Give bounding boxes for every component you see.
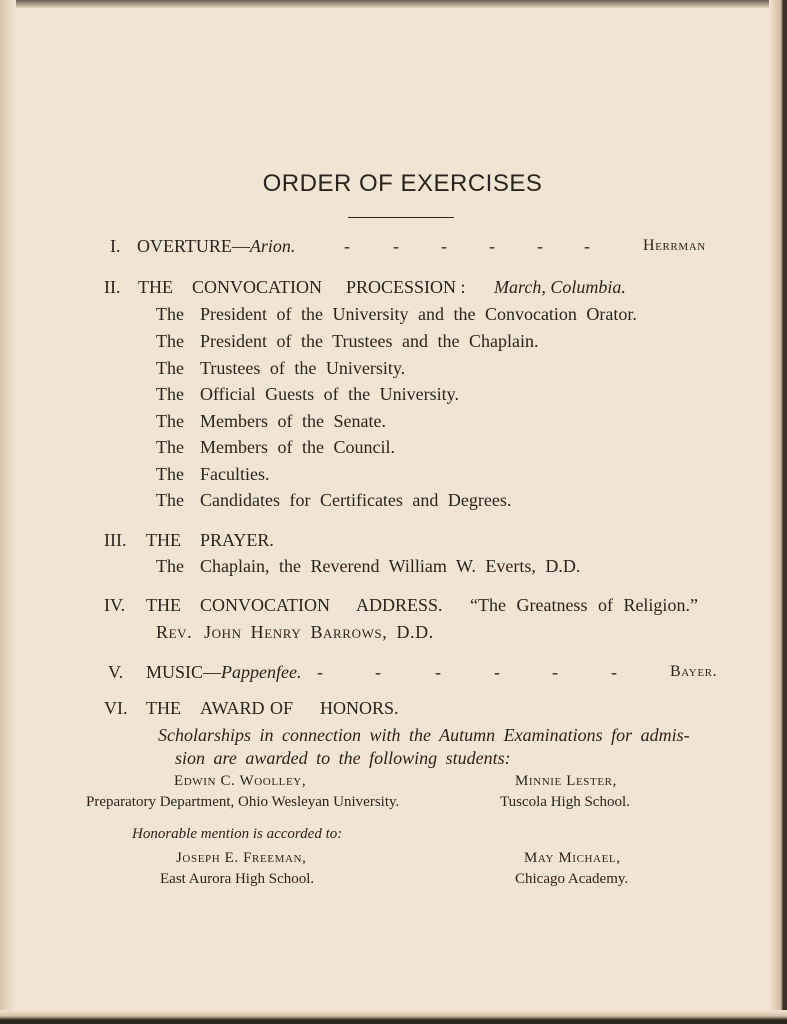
item-4-heading-word: THE [146,595,181,615]
item-4-heading-word: ADDRESS. [356,595,443,615]
procession-line: Members of the Senate. [200,411,386,431]
procession-line: Trustees of the University. [200,358,406,378]
prayer-line: Chaplain, the Reverend William W. Everts, D.D. [200,556,581,576]
item-5-heading [146,662,301,683]
line-prefix: The [156,556,184,576]
address-title: “The Greatness of Religion.” [470,595,698,615]
item-1-piece: Arion. [249,236,296,256]
honorable-school: East Aurora High School. [160,871,315,887]
page-title: ORDER OF EXERCISES [262,170,543,197]
line-prefix: The [156,490,184,510]
item-6-heading-word: THE [146,698,181,718]
speaker-name: John Henry Barrows, D.D. [204,622,434,642]
leader-dash: - [494,662,500,682]
item-6-heading-word: AWARD [200,698,265,718]
line-prefix: The [156,464,184,484]
leader-dash: - [375,662,381,682]
leader-dash: - [552,662,558,682]
item-5-composer: Bayer. [670,663,718,680]
leader-dash: - [435,662,441,682]
leader-dash: - [344,236,350,256]
item-3-numeral: III. [104,530,127,550]
item-2-heading-word: THE [138,277,173,297]
item-1-heading-text: OVERTURE— [137,236,250,256]
line-prefix: The [156,411,184,431]
honorable-name: Joseph E. Freeman, [176,850,307,866]
item-2-piece: March, Columbia. [494,277,626,297]
leader-dash: - [393,236,399,256]
item-4-numeral: IV. [104,595,126,615]
item-5-numeral: V. [108,662,124,682]
item-6-heading-word: HONORS. [320,698,399,718]
item-2-numeral: II. [104,277,121,297]
page-bottom-edge [0,1010,787,1024]
item-5-piece: Pappenfee. [221,662,302,682]
line-prefix: The [156,304,184,324]
scholar-name: Edwin C. Woolley, [174,773,307,789]
item-3-heading-word: PRAYER. [200,530,274,550]
page-top-edge [0,0,787,8]
line-prefix: The [156,331,184,351]
leader-dash: - [611,662,617,682]
item-4-heading-word: CONVOCATION [200,595,330,615]
honorable-school: Chicago Academy. [515,871,629,887]
item-5-heading-text: MUSIC— [146,662,222,682]
page-right-edge [769,0,787,1024]
leader-dash: - [317,662,323,682]
item-6-heading-word: OF [270,698,294,718]
procession-line: President of the University and the Convocation Orator. [200,304,637,324]
procession-line: President of the Trustees and the Chaplain. [200,331,539,351]
procession-line: Candidates for Certificates and Degrees. [200,490,512,510]
honorable-name: May Michael, [524,850,621,866]
procession-line: Members of the Council. [200,437,395,457]
item-1-heading [137,236,295,257]
item-6-numeral: VI. [104,698,128,718]
line-prefix: The [156,384,184,404]
item-2-heading-word: PROCESSION : [346,277,466,297]
scholar-name: Minnie Lester, [515,773,617,789]
item-3-heading-word: THE [146,530,181,550]
procession-line: Official Guests of the University. [200,384,459,404]
item-2-heading-word: CONVOCATION [192,277,322,297]
leader-dash: - [537,236,543,256]
leader-dash: - [489,236,495,256]
procession-line: Faculties. [200,464,270,484]
scholarship-intro: Scholarships in connection with the Autumn Examinations for admis- [158,725,690,745]
leader-dash: - [584,236,590,256]
line-prefix: The [156,437,184,457]
scholar-school: Preparatory Department, Ohio Wesleyan University. [86,794,400,810]
scholarship-intro-cont: sion are awarded to the following students: [175,748,511,768]
item-1-numeral: I. [110,236,121,256]
scholar-school: Tuscola High School. [500,794,630,810]
page-left-edge [0,0,16,1024]
leader-dash: - [441,236,447,256]
item-1-composer: Herrman [643,237,706,254]
speaker-prefix: Rev. [156,622,193,642]
line-prefix: The [156,358,184,378]
title-rule [348,217,454,218]
honorable-intro: Honorable mention is accorded to: [132,826,343,842]
